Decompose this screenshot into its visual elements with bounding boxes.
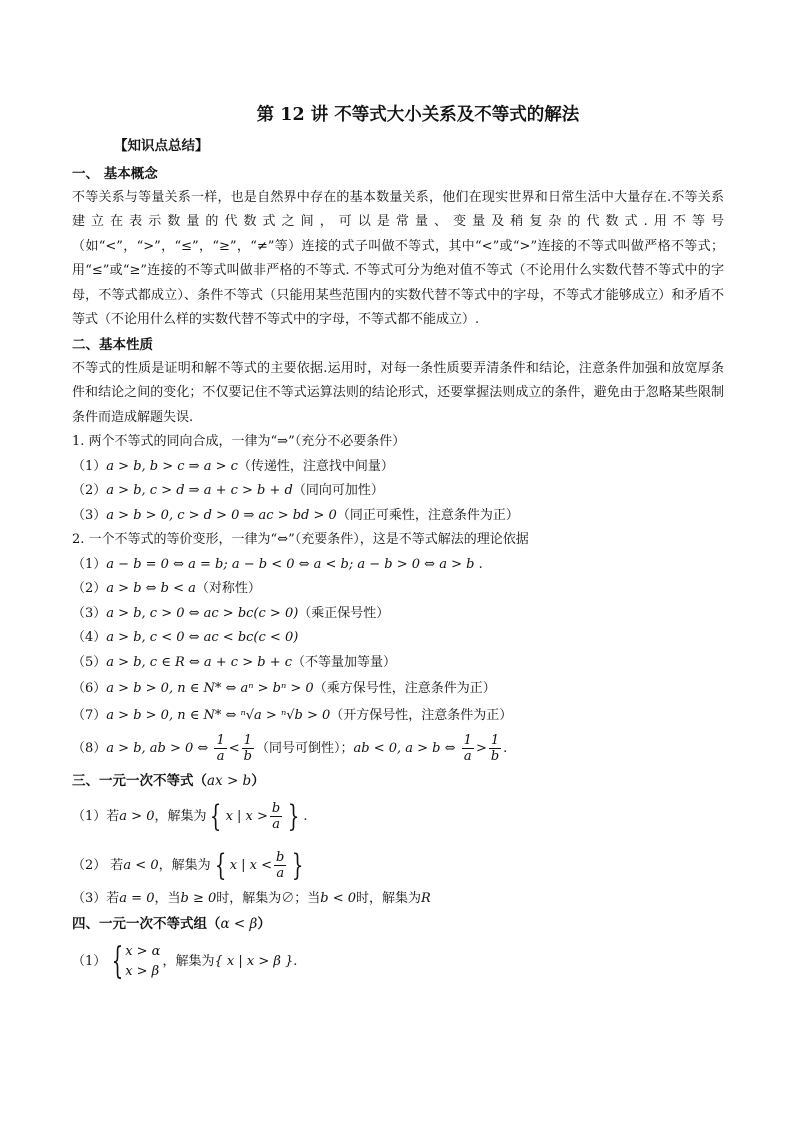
system-line: x > α xyxy=(125,943,161,959)
right-brace: } xyxy=(292,847,304,883)
set-lead: x | x < xyxy=(229,858,273,873)
item-note: （同正可乘性，注意条件为正） xyxy=(336,507,519,523)
item-number: （5） xyxy=(72,654,107,670)
fraction-1-over-b xyxy=(489,733,501,764)
property-1-item xyxy=(72,504,724,529)
property-2-item xyxy=(72,675,724,702)
heading-close: ） xyxy=(257,915,271,932)
property-2-item xyxy=(72,602,724,627)
fraction-1-over-b xyxy=(242,733,254,764)
item-text: ，解集为 xyxy=(154,809,207,824)
section-1-paragraph: 不等关系与等量关系一样，也是自然界中存在的基本数量关系，他们在现实世界和日常生活中大量存在.不等关系建立在表示数量的代数式之间，可以是常量、变量及稍复杂的代数式.用不等号（如“<”，“>”，“≤”，“≥”，“≠”等）连接的式子叫做不等式，其中“<”或“>”连接的不等式叫做严格不等式；用“≤”或“≥”连接的不等式叫做非严格的不等式. 不等式可分为绝对值不等式（不论用什么实数代替不等式中的字母，不等式都成立）、条件不等式（只能用某些范围内的实数代替不等式中的字母，不等式才能够成立）和矛盾不等式（不论用什么样的实数代替不等式中的字母，不等式都不能成立）. xyxy=(72,189,724,327)
item-number: （2） xyxy=(72,483,107,498)
item-math: a > b, c ∈ R ⇔ a + c > b + c xyxy=(106,654,292,670)
lt-sign: < xyxy=(228,741,240,756)
item-math: a > b, c < 0 ⇔ ac < bc(c < 0) xyxy=(106,630,299,645)
property-2-item-8 xyxy=(72,729,724,769)
inequality-system xyxy=(125,942,160,982)
page-title: 第 12 讲 不等式大小关系及不等式的解法 xyxy=(256,105,580,125)
item-note: （乘方保号性，注意条件为正） xyxy=(313,681,496,696)
system-line: x > β xyxy=(125,963,160,979)
frac-num: 1 xyxy=(216,733,225,748)
item-math: a > b > 0, c > d > 0 ⇒ ac > bd > 0 xyxy=(106,507,337,523)
frac-den: a xyxy=(276,866,285,881)
period: . xyxy=(503,741,508,756)
item-note: （同向可加性） xyxy=(292,483,384,498)
linear-case-a-negative xyxy=(72,847,724,883)
item-note: （传递性，注意找中间量） xyxy=(237,458,394,474)
item-note: （不等量加等量） xyxy=(292,654,397,670)
property-2-item xyxy=(72,651,724,676)
property-2-item xyxy=(72,702,724,729)
property-2-item xyxy=(72,626,724,651)
fraction-1-over-a xyxy=(214,733,226,764)
section-2-paragraph: 不等式的性质是证明和解不等式的主要依据.运用时，对每一条性质要弄清条件和结论，注意条件加强和放宽厚条件和结论之间的变化；不仅要记住不等式运算法则的结论形式，还要掌握法则成立的条件，避免由于忽略某些限制条件而造成解题失误. xyxy=(72,360,724,425)
heading-math: α < β xyxy=(220,915,258,932)
item-note: （同号可倒性）； xyxy=(255,741,354,756)
left-brace: { xyxy=(214,847,226,883)
frac-num: b xyxy=(276,850,285,865)
item-text: ，解集为 xyxy=(158,858,211,873)
linear-case-a-positive xyxy=(72,798,724,834)
item-math: a > b > 0, n ∈ N* ⇔ aⁿ > bⁿ > 0 xyxy=(106,681,314,696)
section-1-heading: 一、 基本概念 xyxy=(72,165,158,182)
frac-den: b xyxy=(490,749,500,764)
empty-set-symbol: ∅ xyxy=(281,891,295,906)
item-math: a > b > 0, n ∈ N* ⇔ ⁿ√a > ⁿ√b > 0 xyxy=(106,708,331,723)
solution-set: { x | x > β } xyxy=(214,953,294,969)
item-math: a > b, c > 0 ⇔ ac > bc(c > 0) xyxy=(106,605,299,621)
item-text: ，解集为 xyxy=(162,953,215,969)
item-text: （3）若 xyxy=(72,891,120,906)
system-case-1 xyxy=(72,942,724,982)
real-set-symbol: R xyxy=(421,891,431,906)
property-1-item xyxy=(72,455,724,480)
period: . xyxy=(293,953,298,969)
frac-num: 1 xyxy=(489,733,501,749)
item-number: （8） xyxy=(72,741,107,756)
item-note: （对称性） xyxy=(195,581,261,596)
fraction-b-over-a xyxy=(274,850,286,881)
item-number: （1） xyxy=(72,556,107,572)
item-number: （1） xyxy=(72,953,107,969)
frac-den: b xyxy=(243,749,252,764)
item-math: a > b, c > d ⇒ a + c > b + d xyxy=(106,483,293,498)
property-1-list xyxy=(72,455,724,529)
property-1-intro: 1. 两个不等式的同向合成，一律为“⇒”（充分不必要条件） xyxy=(72,434,406,449)
frac-num: b xyxy=(271,801,281,816)
heading-math: ax > b xyxy=(207,773,252,789)
heading-close: ） xyxy=(251,773,265,789)
item-number: （7） xyxy=(72,708,107,723)
condition: b < 0 xyxy=(320,891,357,906)
item-number: （3） xyxy=(72,507,107,523)
condition: a < 0 xyxy=(123,858,159,873)
item-text: 时，解集为 xyxy=(356,891,422,906)
property-2-item xyxy=(72,553,724,578)
item-number: （2） 若 xyxy=(72,858,124,873)
period: . xyxy=(303,809,308,824)
frac-num: 1 xyxy=(242,733,254,749)
item-number: （2） xyxy=(72,581,107,596)
system-brace: { xyxy=(112,940,124,982)
gt-sign: > xyxy=(475,741,487,756)
document-page xyxy=(72,100,724,984)
item-text: ，当 xyxy=(154,891,181,906)
heading-text: 四、一元一次不等式组（ xyxy=(72,915,221,932)
property-2-item xyxy=(72,577,724,602)
item-math: a > b, b > c ⇒ a > c xyxy=(106,458,238,474)
frac-den: a xyxy=(272,817,280,832)
item-number: （4） xyxy=(72,630,107,645)
item-number: （1） xyxy=(72,458,107,474)
item-number: （1）若 xyxy=(72,809,120,824)
property-2-intro: 2. 一个不等式的等价变形，一律为“⇔”（充要条件），这是不等式解法的理论依据 xyxy=(72,532,529,547)
item-number: （6） xyxy=(72,681,107,696)
item-math: ab < 0, a > b ⇔ xyxy=(353,741,456,756)
condition: b ≥ 0 xyxy=(180,891,217,906)
linear-case-a-zero xyxy=(72,887,724,912)
property-1-item xyxy=(72,479,724,504)
item-text: ；当 xyxy=(294,891,321,906)
section-2-heading: 二、基本性质 xyxy=(72,336,153,353)
condition: a > 0 xyxy=(119,809,155,824)
heading-text: 三、一元一次不等式（ xyxy=(72,773,207,789)
item-note: （乘正保号性） xyxy=(298,605,390,621)
item-text: 时，解集为 xyxy=(216,891,282,906)
item-math: a − b = 0 ⇔ a = b; a − b < 0 ⇔ a < b; a − b > 0 ⇔ a > b . xyxy=(106,556,483,572)
condition: a = 0 xyxy=(119,891,155,906)
item-number: （3） xyxy=(72,605,107,621)
item-math: a > b, ab > 0 ⇔ xyxy=(106,741,209,756)
frac-num: 1 xyxy=(463,733,472,748)
property-2-list xyxy=(72,553,724,770)
fraction-b-over-a xyxy=(270,801,282,832)
section-4-heading xyxy=(72,912,724,936)
summary-label: 【知识点总结】 xyxy=(114,138,209,154)
right-brace: } xyxy=(288,798,300,834)
item-note: （开方保号性，注意条件为正） xyxy=(330,708,513,723)
fraction-1-over-a xyxy=(462,733,474,764)
section-3-heading xyxy=(72,769,724,793)
frac-den: a xyxy=(463,749,472,764)
left-brace: { xyxy=(210,798,222,834)
set-lead: x | x > xyxy=(225,809,268,824)
frac-den: a xyxy=(216,749,225,764)
item-math: a > b ⇔ b < a xyxy=(106,581,196,596)
